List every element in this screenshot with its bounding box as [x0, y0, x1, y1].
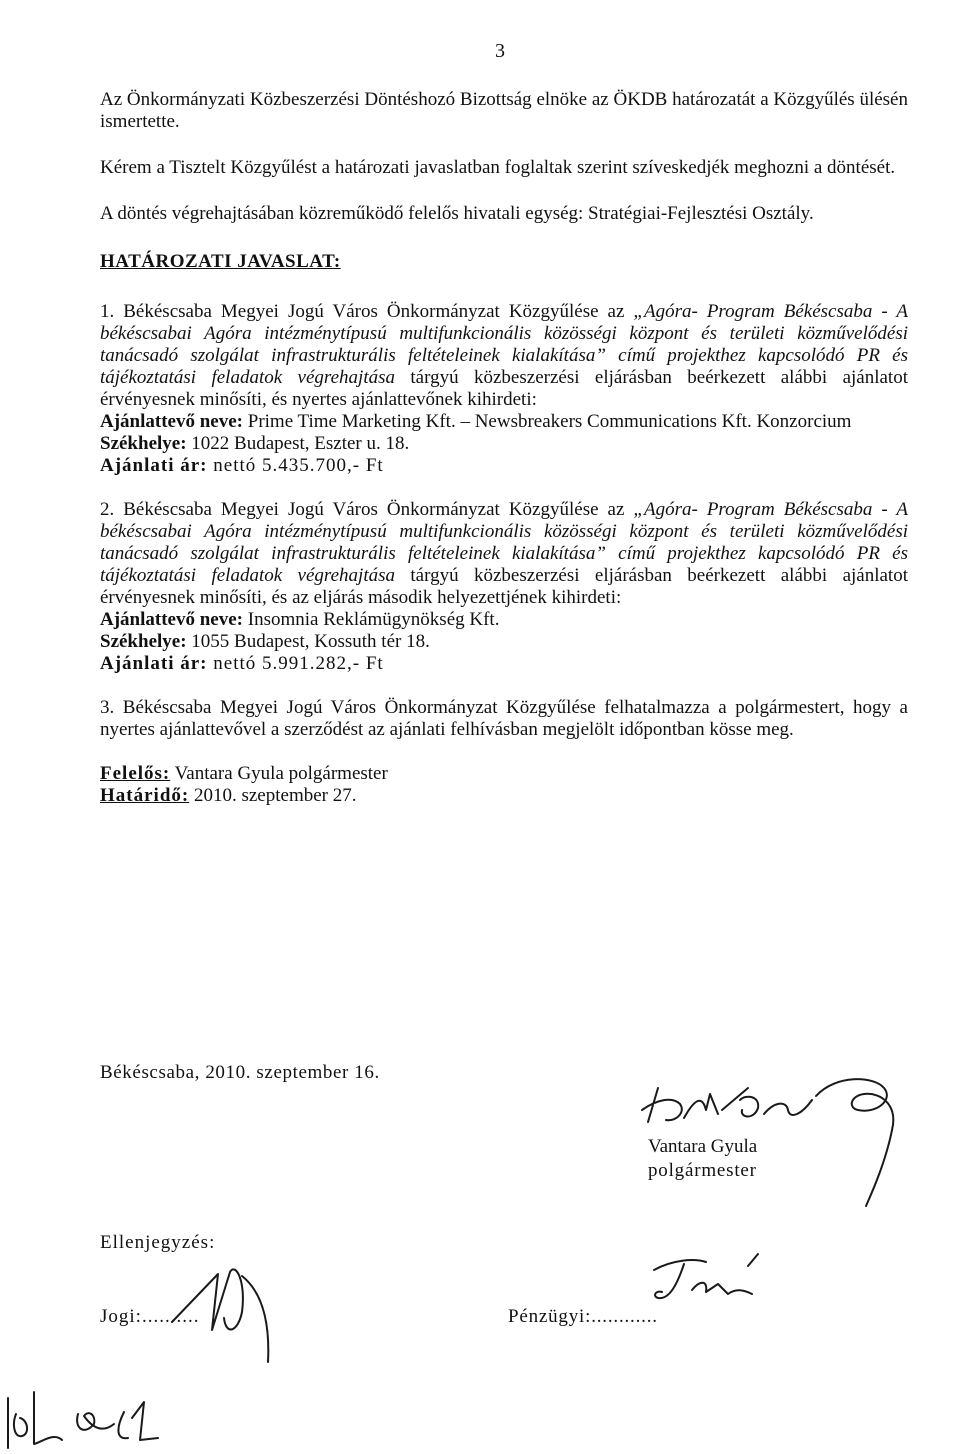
- finance-signature-icon: [648, 1250, 768, 1320]
- place-date: Békéscsaba, 2010. szeptember 16.: [100, 1062, 380, 1083]
- project-title: „Agóra- Program Békéscsaba - A békéscsabai Agóra intézménytípusú multifunkcionális közösségi központ és területi közművelődési tanácsadó szolgálat infrastrukturális feltételeinek kialakítása” című projekthez kapcsolódó PR és tájékoztatási feladatok végrehajtása: [100, 499, 908, 586]
- paragraph-request: Kérem a Tisztelt Közgyűlést a határozati javaslatban foglaltak szerint szíveskedjék meghozni a döntését.: [100, 157, 896, 178]
- project-title: „Agóra- Program Békéscsaba - A békéscsabai Agóra intézménytípusú multifunkcionális közösségi központ és területi közművelődési tanácsadó szolgálat infrastrukturális feltételeinek kialakítása” című projekthez kapcsolódó PR és tájékoztatási feladatok végrehajtása: [100, 301, 908, 388]
- legal-signature-icon: [166, 1252, 286, 1382]
- paragraph-committee: Az Önkormányzati Közbeszerzési Döntéshozó Bizottság elnöke az ÖKDB határozatát a Közgyűlés ülésén ismertette.: [100, 89, 908, 132]
- document-body: [100, 89, 908, 807]
- resolution-text: 1. Békéscsaba Megyei Jogú Város Önkormányzat Közgyűlése az „Agóra- Program Békéscsaba - A békéscsabai Agóra intézménytípusú multifunkcionális közösségi központ és területi közművelődési tanácsadó szolgálat infrastrukturális feltételeinek kialakítása” című projekthez kapcsolódó PR és tájékoztatási feladatok végrehajtása tárgyú közbeszerzési eljárásban beérkezett alábbi ajánlatot érvényesnek minősíti, és nyertes ajánlattevőnek kihirdeti:: [100, 301, 908, 410]
- paragraph-responsible-unit: A döntés végrehajtásában közreműködő felelős hivatali egység: Stratégiai-Fejlesztési Osztály.: [100, 203, 814, 224]
- legal-countersign: Jogi:..........: [100, 1306, 200, 1327]
- resolution-item-2: [100, 499, 908, 675]
- deadline-line: Határidő: 2010. szeptember 27.: [100, 785, 357, 806]
- page-number: 3: [495, 40, 505, 62]
- seat-line: Székhelye: 1022 Budapest, Eszter u. 18.: [100, 433, 410, 454]
- section-title: HATÁROZATI JAVASLAT:: [100, 251, 341, 272]
- initials-icon: [4, 1384, 174, 1452]
- bidder-line: Ajánlattevő neve: Prime Time Marketing Kft. – Newsbreakers Communications Kft. Konzorcium: [100, 411, 852, 432]
- signer-name: Vantara Gyula: [648, 1136, 758, 1157]
- responsibility-block: [100, 763, 908, 807]
- seat-line: Székhelye: 1055 Budapest, Kossuth tér 18.: [100, 631, 430, 652]
- responsible-line: Felelős: Vantara Gyula polgármester: [100, 763, 388, 784]
- resolution-item-1: [100, 301, 908, 477]
- resolution-item-3: 3. Békéscsaba Megyei Jogú Város Önkormányzat Közgyűlése felhatalmazza a polgármestert, hogy a nyertes ajánlattevővel a szerződést az ajánlati felhívásban megjelölt időpontban kösse meg.: [100, 697, 908, 740]
- price-line: Ajánlati ár: nettó 5.435.700,- Ft: [100, 455, 384, 476]
- bidder-line: Ajánlattevő neve: Insomnia Reklámügynökség Kft.: [100, 609, 500, 630]
- signer-title: polgármester: [648, 1160, 757, 1181]
- countersign-label: Ellenjegyzés:: [100, 1232, 216, 1253]
- finance-countersign: Pénzügyi:............: [508, 1306, 658, 1327]
- resolution-text: 2. Békéscsaba Megyei Jogú Város Önkormányzat Közgyűlése az „Agóra- Program Békéscsaba - A békéscsabai Agóra intézménytípusú multifunkcionális közösségi központ és területi közművelődési tanácsadó szolgálat infrastrukturális feltételeinek kialakítása” című projekthez kapcsolódó PR és tájékoztatási feladatok végrehajtása tárgyú közbeszerzési eljárásban beérkezett alábbi ajánlatot érvényesnek minősíti, és az eljárás második helyezettjének kihirdeti:: [100, 499, 908, 608]
- price-line: Ajánlati ár: nettó 5.991.282,- Ft: [100, 653, 384, 674]
